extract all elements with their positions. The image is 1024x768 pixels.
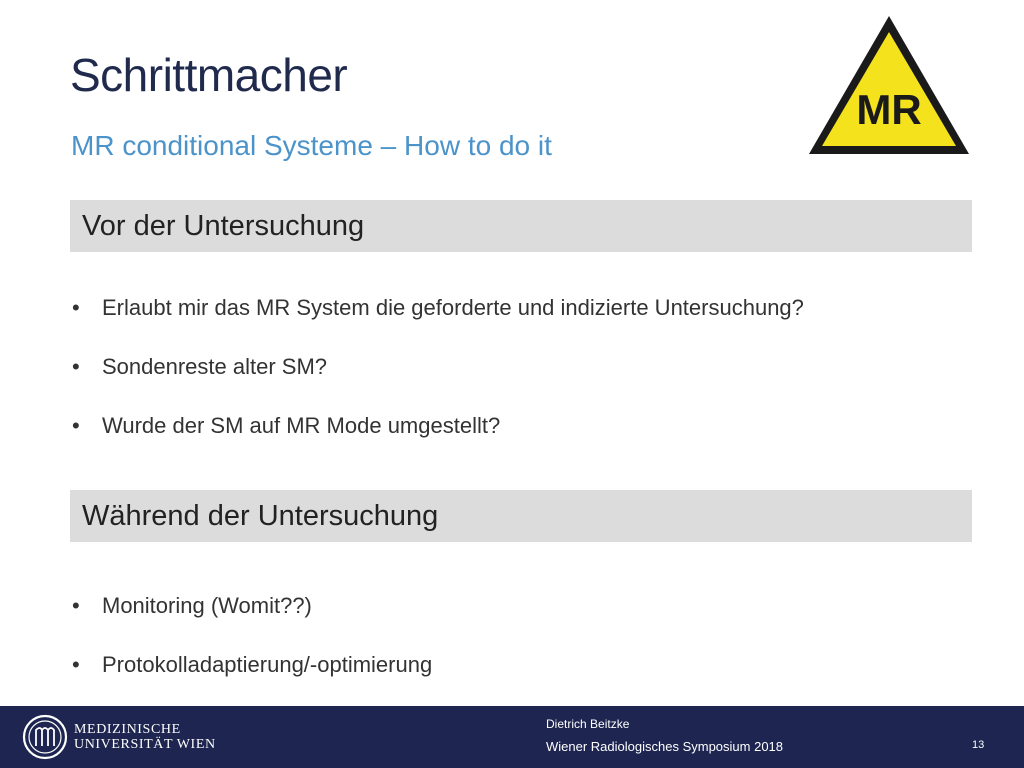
page-title: Schrittmacher — [70, 49, 348, 101]
university-logo-icon — [22, 714, 68, 760]
university-name — [74, 722, 216, 752]
university-name-line1: MEDIZINISCHE — [74, 722, 181, 737]
university-name-line2: UNIVERSITÄT WIEN — [74, 737, 216, 752]
bullet-list-during-exam — [72, 592, 432, 710]
list-item: • Protokolladaptierung/-optimierung — [72, 651, 432, 679]
page-subtitle: MR conditional Systeme – How to do it — [71, 130, 552, 161]
footer-author: Dietrich Beitzke — [546, 717, 630, 731]
mr-sign-label: MR — [856, 86, 922, 133]
list-item: • Monitoring (Womit??) — [72, 592, 432, 620]
footer-bar — [0, 706, 1024, 768]
list-item: • Erlaubt mir das MR System die geforderte und indizierte Untersuchung? — [72, 294, 804, 322]
mr-warning-triangle-icon — [806, 12, 972, 158]
section-heading-before-exam: Vor der Untersuchung — [70, 200, 972, 252]
list-item: • Sondenreste alter SM? — [72, 353, 804, 381]
page-number: 13 — [972, 739, 985, 751]
section-heading-during-exam: Während der Untersuchung — [70, 490, 972, 542]
bullet-list-before-exam — [72, 294, 804, 471]
list-item: • Wurde der SM auf MR Mode umgestellt? — [72, 412, 804, 440]
footer-event: Wiener Radiologisches Symposium 2018 — [546, 739, 784, 754]
